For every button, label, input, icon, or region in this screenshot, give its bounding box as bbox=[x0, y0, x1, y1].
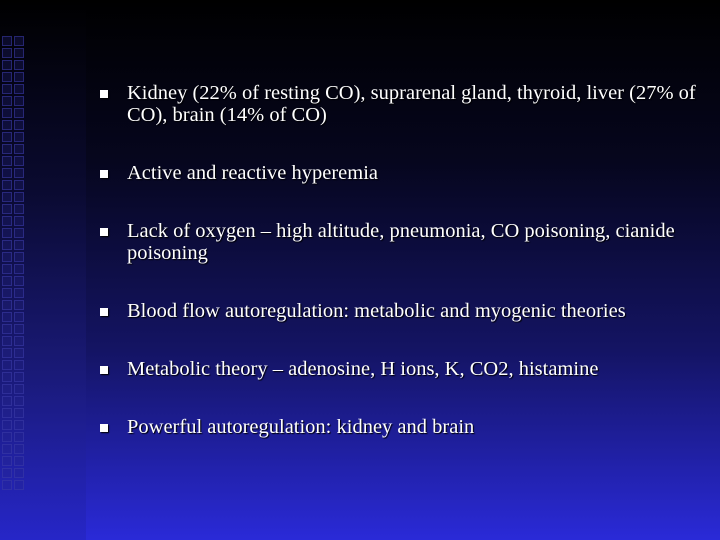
decorative-square bbox=[2, 180, 12, 190]
decorative-square bbox=[2, 480, 12, 490]
bullet-item-lack-of-oxygen bbox=[96, 220, 706, 264]
decorative-square bbox=[2, 252, 12, 262]
decorative-square bbox=[2, 312, 12, 322]
square-bullet-icon bbox=[100, 228, 108, 236]
square-bullet-icon bbox=[100, 308, 108, 316]
decorative-square bbox=[14, 288, 24, 298]
bullet-text: Blood flow autoregulation: metabolic and myogenic theories bbox=[127, 300, 626, 322]
decorative-square bbox=[14, 252, 24, 262]
decorative-square bbox=[2, 432, 12, 442]
decorative-square bbox=[2, 276, 12, 286]
decorative-square bbox=[14, 48, 24, 58]
left-decorative-band bbox=[0, 0, 86, 540]
decorative-square bbox=[2, 456, 12, 466]
bullet-text: Powerful autoregulation: kidney and brain bbox=[127, 416, 475, 438]
decorative-square bbox=[14, 204, 24, 214]
decorative-square bbox=[2, 192, 12, 202]
decorative-square bbox=[2, 360, 12, 370]
decorative-square bbox=[14, 156, 24, 166]
bullet-item-hyperemia bbox=[96, 162, 706, 184]
decorative-square bbox=[2, 84, 12, 94]
decorative-square bbox=[14, 36, 24, 46]
decorative-square bbox=[2, 36, 12, 46]
decorative-square bbox=[2, 132, 12, 142]
decorative-square bbox=[14, 108, 24, 118]
bullet-item-powerful-autoregulation bbox=[96, 416, 706, 438]
square-bullet-icon bbox=[100, 366, 108, 374]
decorative-square bbox=[14, 120, 24, 130]
decorative-square bbox=[2, 228, 12, 238]
decorative-square bbox=[14, 228, 24, 238]
decorative-square bbox=[14, 384, 24, 394]
decorative-square bbox=[14, 276, 24, 286]
decorative-square bbox=[2, 144, 12, 154]
decorative-square bbox=[2, 324, 12, 334]
decorative-square bbox=[14, 348, 24, 358]
bullet-text: Kidney (22% of resting CO), suprarenal gland, thyroid, liver (27% of CO), brain (14% of CO) bbox=[127, 82, 696, 126]
decorative-square bbox=[2, 96, 12, 106]
bullet-text: Metabolic theory – adenosine, H ions, K, CO2, histamine bbox=[127, 358, 599, 380]
decorative-square bbox=[2, 72, 12, 82]
decorative-square bbox=[14, 456, 24, 466]
decorative-square bbox=[14, 60, 24, 70]
decorative-square bbox=[14, 336, 24, 346]
decorative-square bbox=[2, 396, 12, 406]
square-bullet-icon bbox=[100, 170, 108, 178]
bullet-text: Active and reactive hyperemia bbox=[127, 162, 378, 184]
decorative-square bbox=[2, 300, 12, 310]
decorative-square bbox=[14, 408, 24, 418]
decorative-square bbox=[2, 420, 12, 430]
decorative-square bbox=[2, 264, 12, 274]
decorative-square bbox=[2, 216, 12, 226]
decorative-square bbox=[2, 240, 12, 250]
square-bullet-icon bbox=[100, 424, 108, 432]
decorative-square bbox=[2, 204, 12, 214]
decorative-square bbox=[14, 480, 24, 490]
decorative-square bbox=[14, 216, 24, 226]
bullet-list bbox=[96, 80, 706, 438]
square-bullet-icon bbox=[100, 90, 108, 98]
decorative-square bbox=[2, 408, 12, 418]
decorative-square bbox=[14, 312, 24, 322]
decorative-square bbox=[14, 144, 24, 154]
decorative-square bbox=[14, 372, 24, 382]
decorative-square-column bbox=[0, 36, 26, 496]
decorative-square bbox=[14, 96, 24, 106]
decorative-square bbox=[14, 84, 24, 94]
decorative-square bbox=[14, 396, 24, 406]
decorative-square bbox=[14, 192, 24, 202]
decorative-square bbox=[2, 372, 12, 382]
decorative-square bbox=[14, 420, 24, 430]
decorative-square bbox=[14, 468, 24, 478]
decorative-square bbox=[2, 444, 12, 454]
decorative-square bbox=[2, 48, 12, 58]
decorative-square bbox=[2, 468, 12, 478]
decorative-square bbox=[2, 156, 12, 166]
decorative-square bbox=[2, 168, 12, 178]
decorative-square bbox=[14, 300, 24, 310]
decorative-square bbox=[2, 60, 12, 70]
decorative-square bbox=[2, 384, 12, 394]
decorative-square bbox=[14, 240, 24, 250]
bullet-item-kidney bbox=[96, 82, 706, 126]
decorative-square bbox=[14, 132, 24, 142]
decorative-square bbox=[14, 168, 24, 178]
decorative-square bbox=[2, 348, 12, 358]
decorative-square bbox=[14, 264, 24, 274]
decorative-square bbox=[14, 432, 24, 442]
decorative-square bbox=[14, 72, 24, 82]
bullet-item-autoregulation bbox=[96, 300, 706, 322]
bullet-item-metabolic-theory bbox=[96, 358, 706, 380]
decorative-square bbox=[14, 444, 24, 454]
decorative-square bbox=[2, 336, 12, 346]
decorative-square bbox=[2, 120, 12, 130]
decorative-square bbox=[14, 324, 24, 334]
decorative-square bbox=[2, 288, 12, 298]
decorative-square bbox=[14, 180, 24, 190]
decorative-square bbox=[2, 108, 12, 118]
decorative-square bbox=[14, 360, 24, 370]
bullet-text: Lack of oxygen – high altitude, pneumonia, CO poisoning, cianide poisoning bbox=[127, 220, 675, 264]
